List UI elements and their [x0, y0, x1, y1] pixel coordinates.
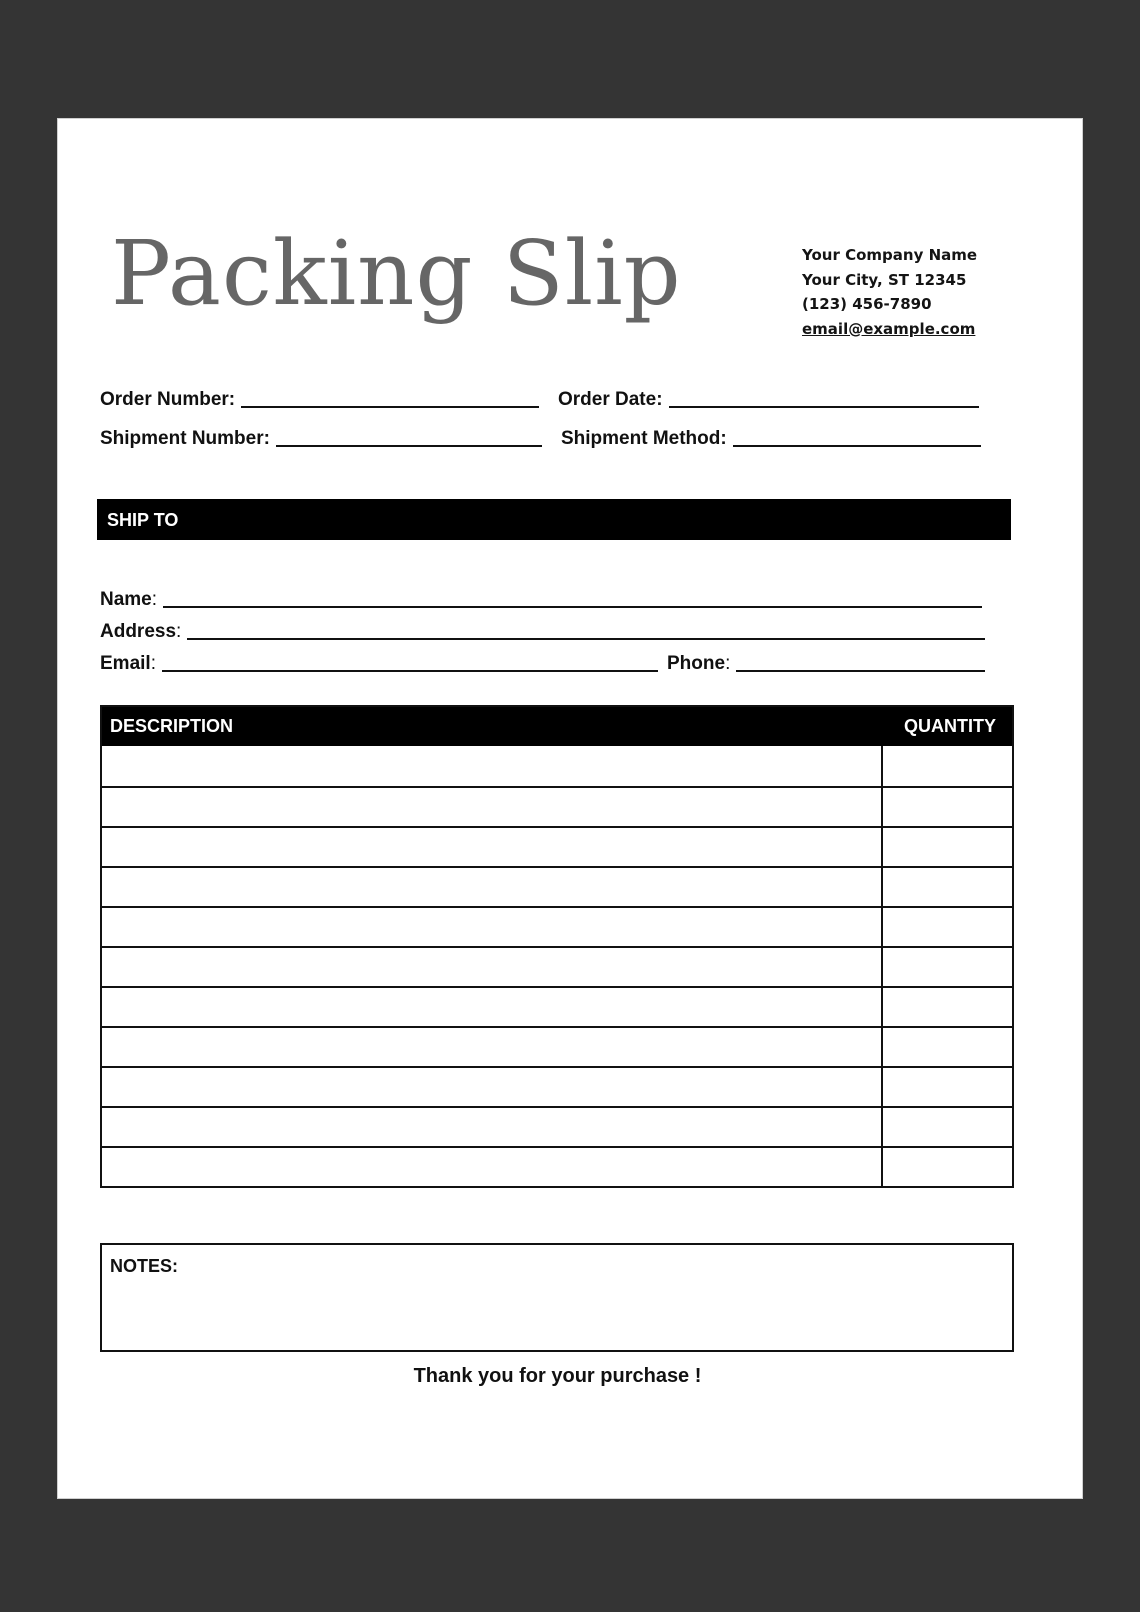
table-row: [102, 1106, 1012, 1146]
table-row: [102, 826, 1012, 866]
order-date-field[interactable]: [558, 383, 979, 409]
shipment-method-line[interactable]: [733, 445, 981, 447]
description-cell[interactable]: [102, 1148, 883, 1186]
shipment-number-line[interactable]: [276, 445, 542, 447]
order-date-line[interactable]: [669, 406, 979, 408]
packing-slip-page: [57, 118, 1083, 1499]
phone-field[interactable]: [667, 649, 985, 673]
quantity-cell[interactable]: [883, 1028, 1012, 1066]
quantity-cell[interactable]: [883, 828, 1012, 866]
order-date-label: Order Date:: [558, 389, 663, 410]
quantity-cell[interactable]: [883, 868, 1012, 906]
email-field[interactable]: [100, 649, 658, 673]
description-cell[interactable]: [102, 948, 883, 986]
email-line[interactable]: [162, 670, 658, 672]
description-cell[interactable]: [102, 788, 883, 826]
shipment-number-label: Shipment Number:: [100, 428, 270, 449]
email-colon: :: [150, 653, 156, 674]
shipment-number-field[interactable]: [100, 422, 542, 448]
description-cell[interactable]: [102, 868, 883, 906]
company-city: Your City, ST 12345: [802, 270, 967, 289]
company-email: email@example.com: [802, 319, 976, 338]
name-field[interactable]: [100, 585, 982, 609]
description-cell[interactable]: [102, 828, 883, 866]
name-line[interactable]: [163, 606, 982, 608]
description-cell[interactable]: [102, 1068, 883, 1106]
quantity-cell[interactable]: [883, 788, 1012, 826]
quantity-cell[interactable]: [883, 746, 1012, 786]
phone-label: Phone: [667, 653, 726, 674]
name-colon: :: [151, 589, 158, 610]
table-row: [102, 986, 1012, 1026]
description-cell[interactable]: [102, 908, 883, 946]
quantity-cell[interactable]: [883, 1068, 1012, 1106]
notes-box[interactable]: [100, 1243, 1014, 1352]
address-line[interactable]: [187, 638, 985, 640]
address-field[interactable]: [100, 617, 985, 641]
thank-you-message: Thank you for your purchase !: [413, 1365, 702, 1387]
company-info: [802, 243, 977, 341]
phone-colon: :: [725, 653, 731, 674]
table-row: [102, 1066, 1012, 1106]
items-table-header: [102, 707, 1012, 746]
notes-label: NOTES:: [110, 1256, 179, 1276]
ship-to-label: SHIP TO: [107, 510, 179, 530]
phone-line[interactable]: [736, 670, 985, 672]
company-name: Your Company Name: [802, 246, 978, 264]
table-row: [102, 946, 1012, 986]
description-cell[interactable]: [102, 1108, 883, 1146]
order-number-label: Order Number:: [100, 389, 236, 410]
quantity-column-header: QUANTITY: [904, 716, 996, 736]
address-label: Address: [100, 621, 177, 642]
address-colon: :: [176, 621, 182, 642]
items-table: [100, 705, 1014, 1188]
quantity-cell[interactable]: [883, 1148, 1012, 1186]
table-row: [102, 1026, 1012, 1066]
items-table-body: [102, 746, 1012, 1186]
description-cell[interactable]: [102, 988, 883, 1026]
name-label: Name: [100, 589, 152, 610]
table-row: [102, 1146, 1012, 1186]
document-title: Packing Slip: [111, 221, 682, 325]
table-row: [102, 866, 1012, 906]
shipment-method-label: Shipment Method:: [561, 428, 727, 449]
table-row: [102, 906, 1012, 946]
quantity-cell[interactable]: [883, 988, 1012, 1026]
table-row: [102, 786, 1012, 826]
shipment-method-field[interactable]: [561, 422, 981, 448]
quantity-cell[interactable]: [883, 1108, 1012, 1146]
ship-to-header: [97, 499, 1011, 540]
quantity-cell[interactable]: [883, 908, 1012, 946]
table-row: [102, 746, 1012, 786]
description-cell[interactable]: [102, 1028, 883, 1066]
quantity-cell[interactable]: [883, 948, 1012, 986]
order-number-line[interactable]: [241, 406, 539, 408]
order-number-field[interactable]: [100, 383, 539, 409]
description-cell[interactable]: [102, 746, 883, 786]
email-label: Email: [100, 653, 151, 674]
company-phone: (123) 456-7890: [802, 295, 932, 313]
description-column-header: DESCRIPTION: [110, 716, 234, 736]
